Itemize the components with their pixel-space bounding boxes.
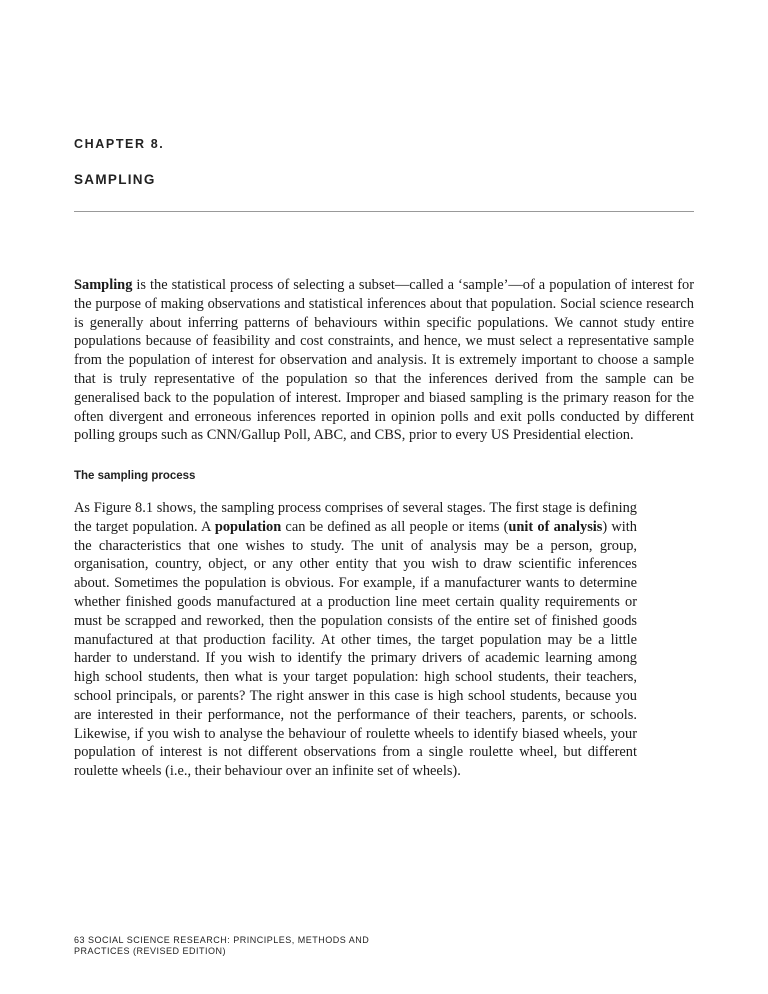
term-sampling: Sampling [74,277,133,293]
page-footer [74,935,394,957]
chapter-label: CHAPTER 8. [74,137,165,151]
term-population: population [214,518,282,535]
term-unit-of-analysis: unit of analysis [508,518,603,535]
title-divider [74,211,694,212]
intro-text: is the statistical process of selecting a subset—called a ‘sample’—of a population of interest for the purpose of making observations and statistical inferences about that population. Social science research is generally about inferring patterns of behaviours within specific populations. We cannot study entire populations because of feasibility and cost constraints, and hence, we must select a representative sample from the population of interest for observation and analysis. It is extremely important to choose a sample that is truly representative of the population so that the inferences derived from the sample can be generalised back to the population of interest. Improper and biased sampling is the primary reason for the often divergent and erroneous inferences reported in opinion polls and exit polls conducted by different polling groups such as CNN/Gallup Poll, ABC, and CBS, prior to every US Presidential election. [74,277,694,444]
section-text-1: As Figure 8.1 shows, the sampling process comprises of several stages. The first stage is defining the target population. A [74,500,637,535]
footer-line-1: 63 SOCIAL SCIENCE RESEARCH: PRINCIPLES, METHODS AND [74,935,370,945]
section-text-3: ) with the characteristics that one wishes to study. The unit of analysis may be a person, group, organisation, country, object, or any other entity that you wish to draw scientific inferences about. Sometimes the population is obvious. For example, if a manufacturer wants to determine whether finished goods manufactured at a production line meet certain quality requirements or must be scrapped and reworked, then the population consists of the entire set of finished goods manufactured at that production facility. At other times, the target population may be a little harder to understand. If you wish to identify the primary drivers of academic learning among high school students, then what is your target population: high school students, their teachers, school principals, or parents? The right answer in this case is high school students, because you are interested in their performance, not the performance of their teachers, parents, or schools. Likewise, if you wish to analyse the behaviour of roulette wheels to identify biased wheels, your population of interest is not different observations from a single roulette wheel, but different roulette wheels (i.e., their behaviour over an infinite set of wheels). [74,518,637,780]
chapter-title: SAMPLING [74,172,156,187]
section-paragraph [74,499,637,781]
footer-line-2: PRACTICES (REVISED EDITION) [74,946,227,956]
section-heading: The sampling process [74,470,196,482]
section-text-2: can be defined as all people or items ( [281,518,509,535]
intro-paragraph [74,276,694,445]
